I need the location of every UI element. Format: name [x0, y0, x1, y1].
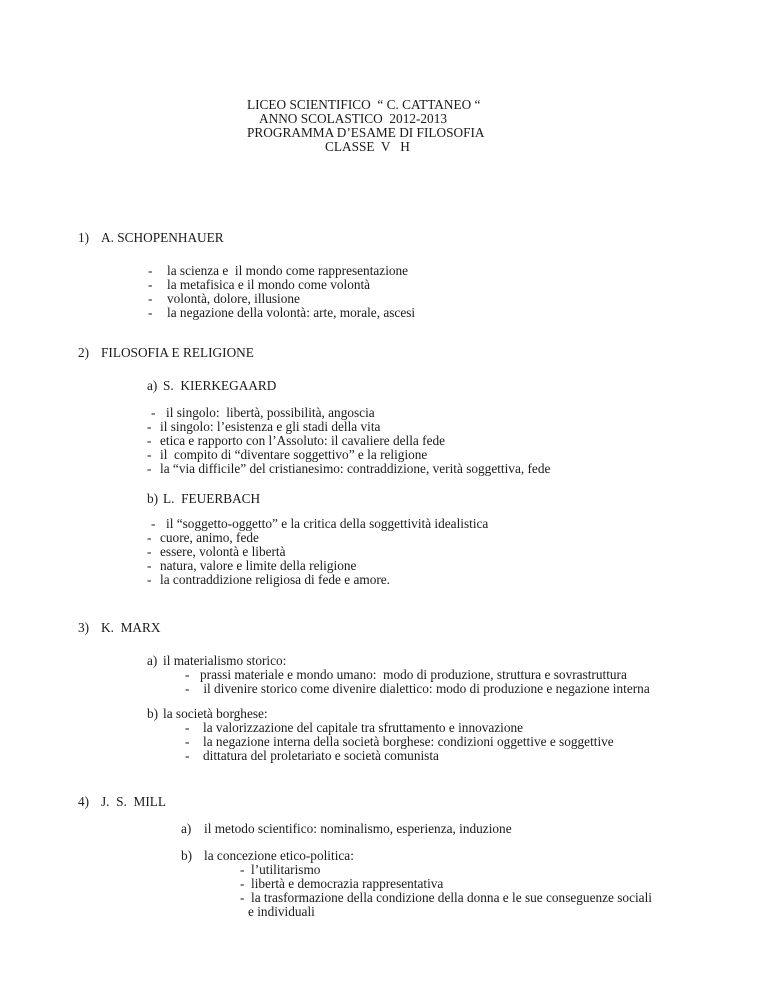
school-name: LICEO SCIENTIFICO “ C. CATTANEO “: [247, 97, 481, 112]
section-number: 4): [78, 794, 90, 809]
list-item: la negazione interna della società borghese: condizioni oggettive e soggettive: [203, 734, 614, 749]
class-label: CLASSE V H: [325, 139, 410, 154]
bullet-dash: -: [185, 681, 190, 696]
bullet-dash: -: [147, 544, 152, 559]
bullet-dash: -: [185, 720, 190, 735]
bullet-dash: -: [151, 516, 156, 531]
bullet-dash: -: [148, 277, 153, 292]
section-title: J. S. MILL: [101, 794, 167, 809]
bullet-dash: -: [147, 433, 152, 448]
subsection-label: b): [147, 491, 159, 506]
bullet-dash: -: [151, 405, 156, 420]
subsection-label: b): [181, 848, 193, 863]
subsection-title: la concezione etico-politica:: [204, 848, 354, 863]
subsection-label: b): [147, 706, 159, 721]
subsection-title: il metodo scientifico: nominalismo, esperienza, induzione: [204, 821, 512, 836]
list-item: il singolo: libertà, possibilità, angoscia: [166, 405, 375, 420]
list-item: libertà e democrazia rappresentativa: [251, 876, 444, 891]
list-item: la “via difficile” del cristianesimo: contraddizione, verità soggettiva, fede: [160, 461, 551, 476]
bullet-dash: -: [147, 572, 152, 587]
list-item: il divenire storico come divenire dialettico: modo di produzione e negazione interna: [200, 681, 650, 696]
subsection-title: la società borghese:: [163, 706, 268, 721]
subsection-label: a): [147, 653, 158, 668]
bullet-dash: -: [147, 530, 152, 545]
bullet-dash: -: [147, 558, 152, 573]
list-item: prassi materiale e mondo umano: modo di produzione, struttura e sovrastruttura: [200, 667, 627, 682]
bullet-dash: -: [148, 291, 153, 306]
list-item: cuore, animo, fede: [160, 530, 259, 545]
bullet-dash: -: [185, 748, 190, 763]
list-item: la valorizzazione del capitale tra sfruttamento e innovazione: [203, 720, 524, 735]
exam-program-title: PROGRAMMA D’ESAME DI FILOSOFIA: [247, 125, 485, 140]
list-item: la metafisica e il mondo come volontà: [167, 277, 371, 292]
bullet-dash: -: [240, 862, 245, 877]
section-title: FILOSOFIA E RELIGIONE: [101, 345, 254, 360]
school-year: ANNO SCOLASTICO 2012-2013: [259, 111, 448, 126]
section-number: 3): [78, 620, 90, 635]
section-title: K. MARX: [101, 620, 161, 635]
list-item: la scienza e il mondo come rappresentazione: [167, 263, 409, 278]
bullet-dash: -: [240, 890, 245, 905]
bullet-dash: -: [240, 876, 245, 891]
bullet-dash: -: [148, 305, 153, 320]
list-item: la trasformazione della condizione della donna e le sue conseguenze sociali: [251, 890, 652, 905]
bullet-dash: -: [148, 263, 153, 278]
bullet-dash: -: [185, 734, 190, 749]
subsection-label: a): [147, 378, 158, 393]
section-number: 2): [78, 345, 90, 360]
list-item: essere, volontà e libertà: [160, 544, 286, 559]
subsection-title: S. KIERKEGAARD: [163, 378, 277, 393]
list-item: il singolo: l’esistenza e gli stadi della vita: [160, 419, 381, 434]
list-item-continuation: e individuali: [248, 904, 315, 919]
list-item: il compito di “diventare soggettivo” e la religione: [160, 447, 428, 462]
list-item: il “soggetto-oggetto” e la critica della soggettività idealistica: [166, 516, 489, 531]
list-item: etica e rapporto con l’Assoluto: il cavaliere della fede: [160, 433, 446, 448]
bullet-dash: -: [147, 461, 152, 476]
list-item: la negazione della volontà: arte, morale, ascesi: [167, 305, 416, 320]
list-item: l’utilitarismo: [251, 862, 321, 877]
bullet-dash: -: [147, 419, 152, 434]
bullet-dash: -: [185, 667, 190, 682]
list-item: dittatura del proletariato e società comunista: [203, 748, 439, 763]
section-title: A. SCHOPENHAUER: [101, 230, 224, 245]
subsection-title: L. FEUERBACH: [163, 491, 261, 506]
subsection-title: il materialismo storico:: [163, 653, 287, 668]
section-number: 1): [78, 230, 90, 245]
list-item: natura, valore e limite della religione: [160, 558, 357, 573]
subsection-label: a): [181, 821, 192, 836]
list-item: volontà, dolore, illusione: [167, 291, 300, 306]
bullet-dash: -: [147, 447, 152, 462]
list-item: la contraddizione religiosa di fede e amore.: [160, 572, 391, 587]
